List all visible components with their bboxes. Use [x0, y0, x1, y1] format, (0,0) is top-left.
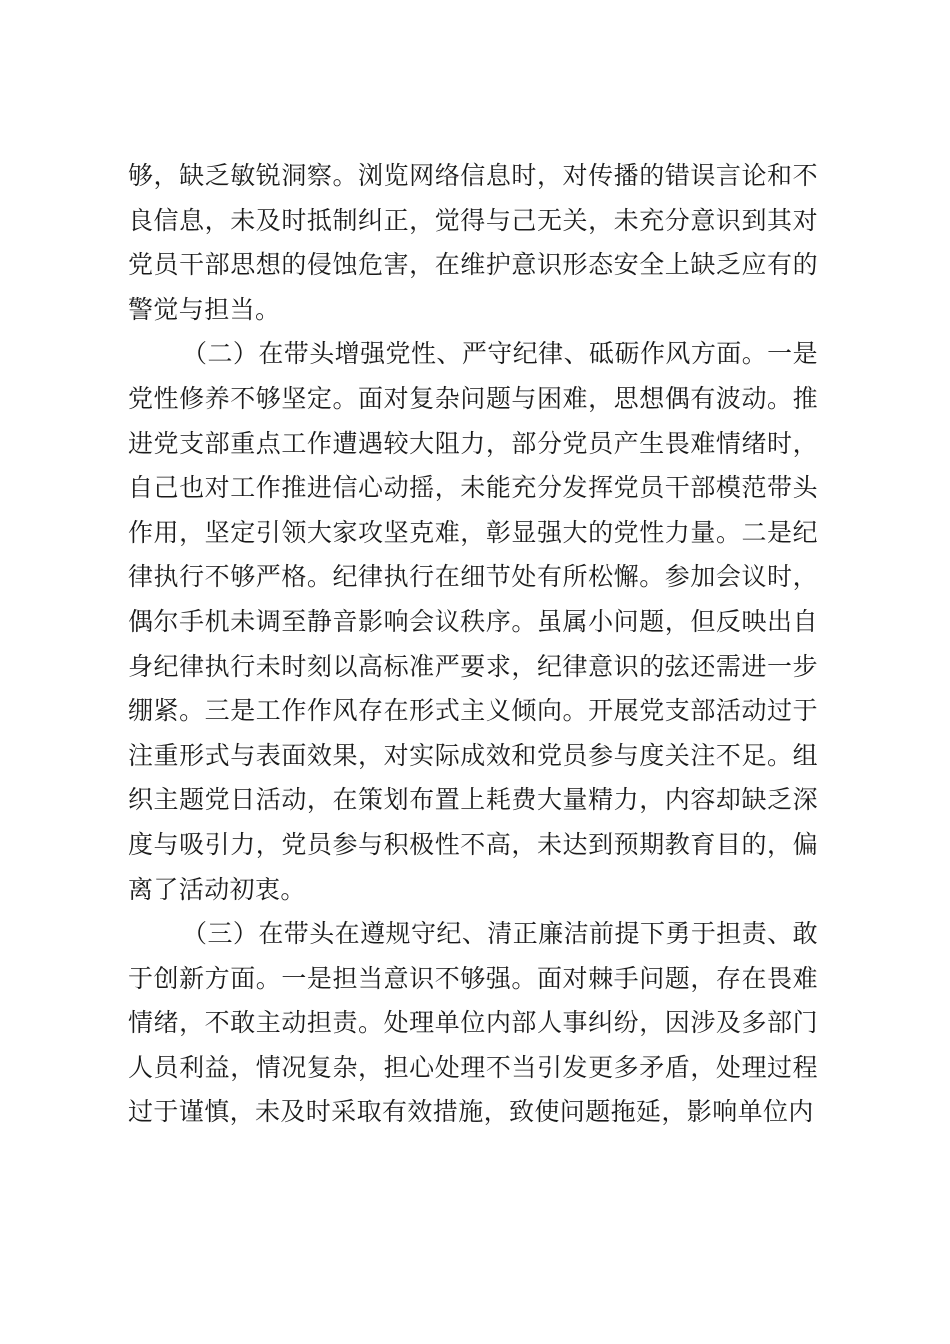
document-body	[128, 154, 818, 1135]
paragraph-section-three: （三）在带头在遵规守纪、清正廉洁前提下勇于担责、敢于创新方面。一是担当意识不够强。面对棘手问题，存在畏难情绪，不敢主动担责。处理单位内部人事纠纷，因涉及多部门人员利益，情况复杂，担心处理不当引发更多矛盾，处理过程过于谨慎，未及时采取有效措施，致使问题拖延，影响单位内	[128, 919, 818, 1127]
paragraph-section-two: （二）在带头增强党性、严守纪律、砥砺作风方面。一是党性修养不够坚定。面对复杂问题与困难，思想偶有波动。推进党支部重点工作遭遇较大阻力，部分党员产生畏难情绪时，自己也对工作推进信心动摇，未能充分发挥党员干部模范带头作用，坚定引领大家攻坚克难，彰显强大的党性力量。二是纪律执行不够严格。纪律执行在细节处有所松懈。参加会议时，偶尔手机未调至静音影响会议秩序。虽属小问题，但反映出自身纪律执行未时刻以高标准严要求，纪律意识的弦还需进一步绷紧。三是工作作风存在形式主义倾向。开展党支部活动过于注重形式与表面效果，对实际成效和党员参与度关注不足。组织主题党日活动，在策划布置上耗费大量精力，内容却缺乏深度与吸引力，党员参与积极性不高，未达到预期教育目的，偏离了活动初衷。	[128, 339, 818, 904]
paragraph-continuation: 够，缺乏敏锐洞察。浏览网络信息时，对传播的错误言论和不良信息，未及时抵制纠正，觉得与己无关，未充分意识到其对党员干部思想的侵蚀危害，在维护意识形态安全上缺乏应有的警觉与担当。	[128, 161, 818, 324]
